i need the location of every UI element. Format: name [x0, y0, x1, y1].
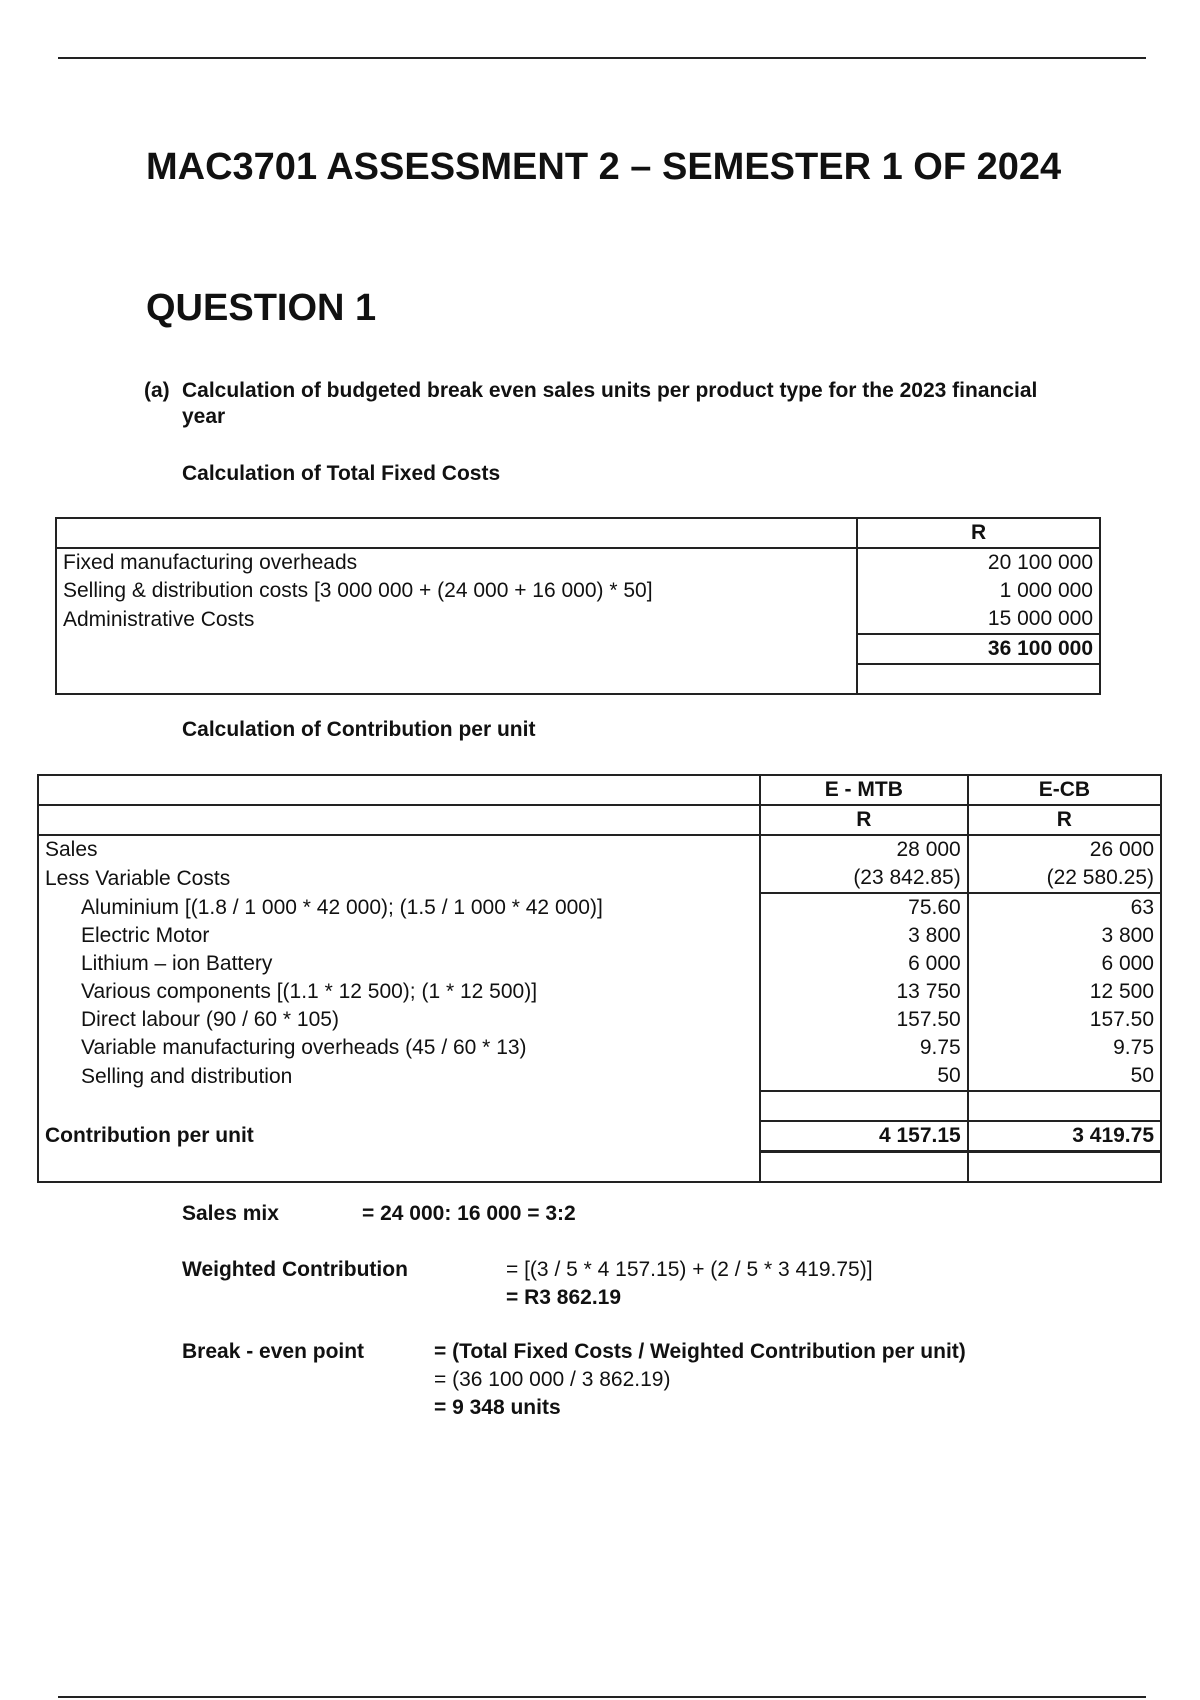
- break-even-line-2: = (36 100 000 / 3 862.19): [434, 1368, 671, 1391]
- weighted-line-1: = [(3 / 5 * 4 157.15) + (2 / 5 * 3 419.75)]: [506, 1258, 873, 1281]
- top-rule: [58, 57, 1146, 59]
- sales-mix-value: = 24 000: 16 000 = 3:2: [362, 1202, 576, 1225]
- weighted-contribution-calc: [506, 1256, 873, 1312]
- bottom-rule: [58, 1696, 1146, 1698]
- product-header-row: [38, 775, 1161, 805]
- contribution-table: [37, 774, 1162, 1183]
- break-even-line-1: = (Total Fixed Costs / Weighted Contribution per unit): [434, 1340, 966, 1363]
- weighted-contribution-label: Weighted Contribution: [182, 1258, 408, 1281]
- col-header-emtb: E - MTB: [760, 775, 968, 805]
- fixed-costs-table: [55, 517, 1101, 695]
- break-even-line-3: = 9 348 units: [434, 1396, 561, 1419]
- break-even-label: Break - even point: [182, 1340, 365, 1363]
- fixed-costs-total: 36 100 000: [857, 634, 1100, 664]
- fixed-costs-heading: Calculation of Total Fixed Costs: [182, 462, 501, 485]
- weighted-line-2: = R3 862.19: [506, 1286, 622, 1309]
- table-row: Selling & distribution costs [3 000 000 + (24 000 + 16 000) * 50] 1 000 000: [56, 577, 1100, 605]
- currency-header: R: [857, 518, 1100, 548]
- currency-header-row: R R: [38, 805, 1161, 835]
- contribution-heading: Calculation of Contribution per unit: [182, 718, 536, 741]
- sales-mix-label: Sales mix: [182, 1202, 279, 1225]
- table-header-row: [56, 518, 1100, 548]
- document-title: MAC3701 ASSESSMENT 2 – SEMESTER 1 OF 2024: [146, 146, 1062, 188]
- col-header-ecb: E-CB: [968, 775, 1161, 805]
- part-label: (a): [144, 379, 170, 402]
- sales-row: Sales 28 000 26 000: [38, 835, 1161, 864]
- table-row: Selling and distribution 50 50: [38, 1062, 1161, 1091]
- total-row: [56, 634, 1100, 664]
- table-row: Various components [(1.1 * 12 500); (1 * 12 500)] 13 750 12 500: [38, 978, 1161, 1006]
- question-heading: QUESTION 1: [146, 287, 377, 329]
- table-row: Direct labour (90 / 60 * 105) 157.50 157.50: [38, 1006, 1161, 1034]
- part-text: Calculation of budgeted break even sales units per product type for the 2023 financial year: [182, 379, 1038, 428]
- less-variable-row: Less Variable Costs (23 842.85) (22 580.25): [38, 864, 1161, 893]
- table-row: Aluminium [(1.8 / 1 000 * 42 000); (1.5 / 1 000 * 42 000)] 75.60 63: [38, 893, 1161, 922]
- contribution-total-row: Contribution per unit 4 157.15 3 419.75: [38, 1121, 1161, 1152]
- table-row: Lithium – ion Battery 6 000 6 000: [38, 950, 1161, 978]
- table-row: Administrative Costs 15 000 000: [56, 605, 1100, 634]
- table-row: Variable manufacturing overheads (45 / 60 * 13) 9.75 9.75: [38, 1034, 1161, 1062]
- break-even-calc: [434, 1338, 966, 1422]
- table-row: Fixed manufacturing overheads 20 100 000: [56, 548, 1100, 577]
- table-row: Electric Motor 3 800 3 800: [38, 922, 1161, 950]
